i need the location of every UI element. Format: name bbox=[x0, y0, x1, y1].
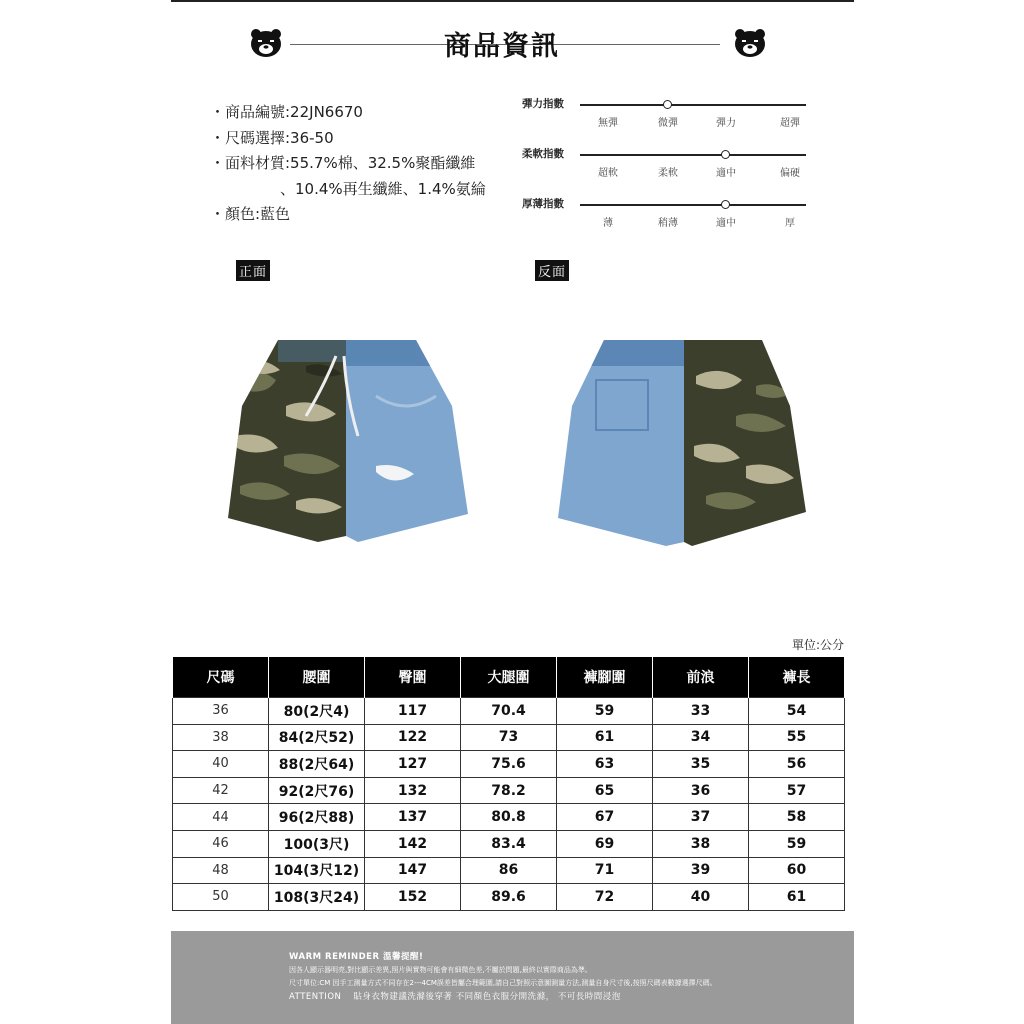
table-row bbox=[173, 884, 845, 911]
page-title: 商品資訊 bbox=[444, 31, 560, 62]
product-specs bbox=[210, 100, 486, 228]
shorts-front-image bbox=[226, 336, 470, 546]
index-label: 無彈 bbox=[598, 118, 618, 129]
reminder-title: WARM REMINDER 溫馨提醒! bbox=[289, 952, 424, 962]
table-cell: 142 bbox=[365, 830, 461, 857]
table-cell: 89.6 bbox=[461, 884, 557, 911]
table-cell: 42 bbox=[173, 777, 269, 804]
bear-logo-icon bbox=[734, 28, 766, 58]
attention-text: 貼身衣物建議洗滌後穿著 不同顏色衣服分開洗滌， 不可長時間浸泡 bbox=[353, 992, 621, 1002]
table-cell: 38 bbox=[173, 724, 269, 751]
index-track bbox=[580, 104, 806, 106]
table-cell: 34 bbox=[653, 724, 749, 751]
material-line-1: ・面料材質:55.7%棉、32.5%聚酯纖維 bbox=[210, 154, 476, 172]
reminder-line-2: 尺寸單位:CM 因手工測量方式不同存在2---4CM誤差皆屬合理範圍,請自己對照示意圖測量方法,測量自身尺寸後,按照尺碼表數據選擇尺碼。 bbox=[289, 979, 717, 987]
table-cell: 78.2 bbox=[461, 777, 557, 804]
table-cell: 152 bbox=[365, 884, 461, 911]
col-length: 褲長 bbox=[749, 657, 845, 698]
table-cell: 36 bbox=[653, 777, 749, 804]
table-cell: 137 bbox=[365, 804, 461, 831]
col-front-rise: 前浪 bbox=[653, 657, 749, 698]
index-title: 厚薄指數 bbox=[522, 198, 564, 210]
attention-line bbox=[289, 990, 849, 1004]
table-cell: 59 bbox=[557, 698, 653, 725]
table-cell: 54 bbox=[749, 698, 845, 725]
index-label: 超彈 bbox=[780, 118, 800, 129]
back-view-badge: 反面 bbox=[535, 260, 569, 281]
index-label: 柔軟 bbox=[658, 168, 678, 179]
warm-reminder bbox=[171, 931, 854, 1024]
table-row bbox=[173, 751, 845, 778]
attention-label: ATTENTION bbox=[289, 992, 342, 1002]
shorts-back-image bbox=[556, 336, 808, 548]
index-marker bbox=[721, 200, 730, 209]
table-cell: 88(2尺64) bbox=[269, 751, 365, 778]
index-title: 彈力指數 bbox=[522, 98, 564, 110]
table-cell: 80.8 bbox=[461, 804, 557, 831]
col-waist: 腰圍 bbox=[269, 657, 365, 698]
table-cell: 75.6 bbox=[461, 751, 557, 778]
size-table-body bbox=[173, 698, 845, 911]
table-cell: 56 bbox=[749, 751, 845, 778]
top-divider bbox=[171, 0, 854, 2]
table-cell: 50 bbox=[173, 884, 269, 911]
product-code: ・商品編號:22JN6670 bbox=[210, 103, 363, 121]
col-size: 尺碼 bbox=[173, 657, 269, 698]
table-cell: 86 bbox=[461, 857, 557, 884]
unit-label: 單位:公分 bbox=[792, 638, 845, 652]
index-title: 柔軟指數 bbox=[522, 148, 564, 160]
table-cell: 36 bbox=[173, 698, 269, 725]
table-cell: 70.4 bbox=[461, 698, 557, 725]
index-label: 微彈 bbox=[658, 118, 678, 129]
table-row bbox=[173, 804, 845, 831]
table-cell: 67 bbox=[557, 804, 653, 831]
table-cell: 48 bbox=[173, 857, 269, 884]
index-label: 超軟 bbox=[598, 168, 618, 179]
table-cell: 40 bbox=[173, 751, 269, 778]
table-cell: 72 bbox=[557, 884, 653, 911]
table-cell: 33 bbox=[653, 698, 749, 725]
index-label: 適中 bbox=[716, 168, 736, 179]
index-marker bbox=[721, 150, 730, 159]
table-cell: 55 bbox=[749, 724, 845, 751]
material-line-2: 、10.4%再生纖維、1.4%氨綸 bbox=[280, 179, 486, 198]
table-cell: 117 bbox=[365, 698, 461, 725]
table-cell: 59 bbox=[749, 830, 845, 857]
index-label: 厚 bbox=[785, 218, 795, 229]
table-cell: 80(2尺4) bbox=[269, 698, 365, 725]
table-cell: 63 bbox=[557, 751, 653, 778]
table-cell: 39 bbox=[653, 857, 749, 884]
table-cell: 104(3尺12) bbox=[269, 857, 365, 884]
table-cell: 132 bbox=[365, 777, 461, 804]
bear-logo-icon bbox=[250, 28, 282, 58]
table-cell: 83.4 bbox=[461, 830, 557, 857]
thickness-index bbox=[522, 196, 822, 246]
fabric-indices bbox=[522, 96, 822, 246]
table-cell: 61 bbox=[557, 724, 653, 751]
index-label: 彈力 bbox=[716, 118, 736, 129]
table-cell: 92(2尺76) bbox=[269, 777, 365, 804]
index-track bbox=[580, 204, 806, 206]
table-cell: 71 bbox=[557, 857, 653, 884]
table-cell: 127 bbox=[365, 751, 461, 778]
size-range: ・尺碼選擇:36-50 bbox=[210, 128, 334, 147]
softness-index bbox=[522, 146, 822, 196]
size-table bbox=[172, 657, 845, 911]
table-cell: 35 bbox=[653, 751, 749, 778]
reminder-line-1: 因各人顯示器明亮,對比顯示差異,照片與實物可能會有細微色差,不屬於問題,最終以實際商品為準。 bbox=[289, 966, 592, 974]
index-label: 適中 bbox=[716, 218, 736, 229]
table-cell: 65 bbox=[557, 777, 653, 804]
table-cell: 60 bbox=[749, 857, 845, 884]
col-thigh: 大腿圍 bbox=[461, 657, 557, 698]
table-cell: 44 bbox=[173, 804, 269, 831]
table-cell: 37 bbox=[653, 804, 749, 831]
stretch-index bbox=[522, 96, 822, 146]
index-track bbox=[580, 154, 806, 156]
table-cell: 100(3尺) bbox=[269, 830, 365, 857]
table-cell: 69 bbox=[557, 830, 653, 857]
col-hip: 臀圍 bbox=[365, 657, 461, 698]
section-header bbox=[250, 24, 770, 64]
size-table-header bbox=[173, 657, 845, 698]
index-label: 偏硬 bbox=[780, 168, 800, 179]
table-row bbox=[173, 777, 845, 804]
table-row bbox=[173, 698, 845, 725]
table-cell: 147 bbox=[365, 857, 461, 884]
header-line-right bbox=[576, 44, 720, 45]
table-cell: 38 bbox=[653, 830, 749, 857]
table-row bbox=[173, 857, 845, 884]
table-cell: 40 bbox=[653, 884, 749, 911]
index-label: 稍薄 bbox=[658, 218, 678, 229]
index-label: 薄 bbox=[603, 218, 613, 229]
table-row bbox=[173, 724, 845, 751]
product-color: ・顏色:藍色 bbox=[210, 205, 291, 223]
table-cell: 57 bbox=[749, 777, 845, 804]
table-cell: 122 bbox=[365, 724, 461, 751]
col-hem: 褲腳圍 bbox=[557, 657, 653, 698]
front-view-badge: 正面 bbox=[236, 260, 270, 281]
table-cell: 96(2尺88) bbox=[269, 804, 365, 831]
table-cell: 61 bbox=[749, 884, 845, 911]
table-cell: 46 bbox=[173, 830, 269, 857]
table-cell: 84(2尺52) bbox=[269, 724, 365, 751]
table-cell: 58 bbox=[749, 804, 845, 831]
index-marker bbox=[663, 100, 672, 109]
table-cell: 73 bbox=[461, 724, 557, 751]
table-row bbox=[173, 830, 845, 857]
table-cell: 108(3尺24) bbox=[269, 884, 365, 911]
